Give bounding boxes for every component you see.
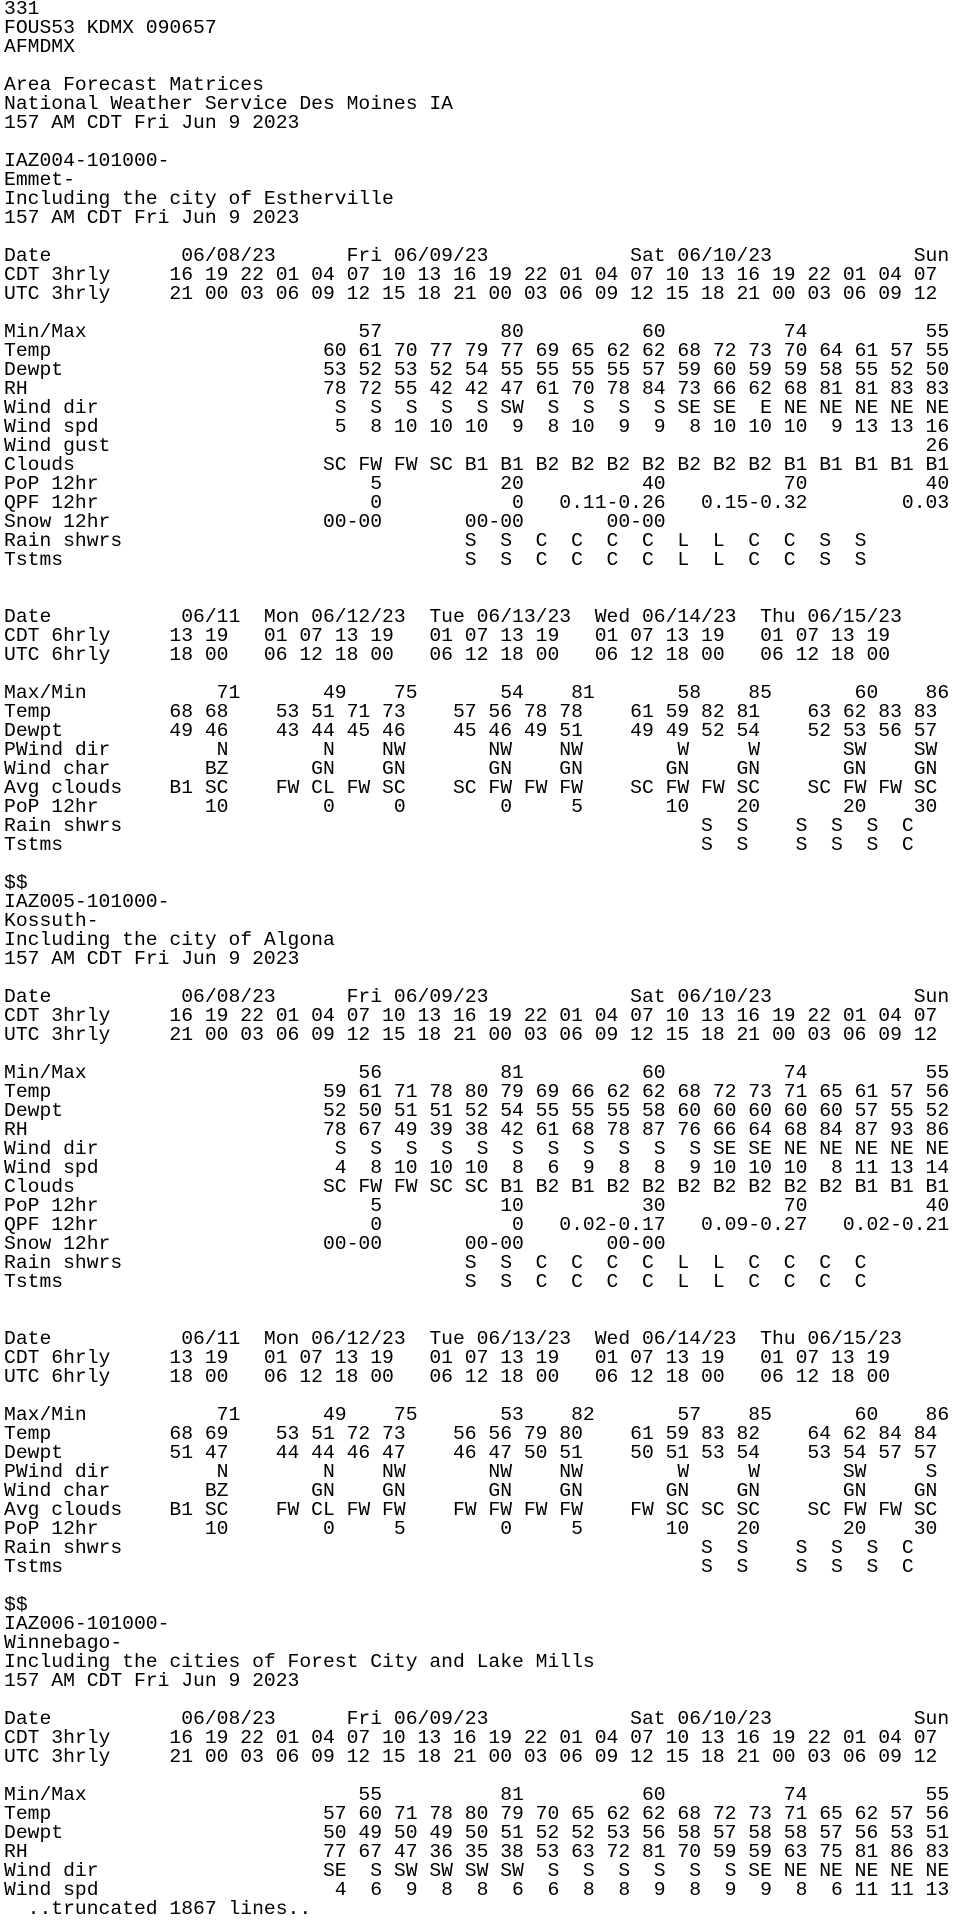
text-line: 157 AM CDT Fri Jun 9 2023	[4, 948, 300, 970]
text-line: Tstms S S S S S C	[4, 1556, 914, 1578]
text-line: UTC 3hrly 21 00 03 06 09 12 15 18 21 00 03 06 09 12 15 18 21 00 03 06 09 12	[4, 1746, 938, 1768]
text-line: RH 78 67 49 39 38 42 61 68 78 87 76 66 64 68 84 87 93 86	[4, 1119, 950, 1141]
text-line: Date 06/08/23 Fri 06/09/23 Sat 06/10/23 Sun	[4, 245, 950, 267]
text-line: QPF 12hr 0 0 0.02-0.17 0.09-0.27 0.02-0.21	[4, 1214, 950, 1236]
text-line: Date 06/11 Mon 06/12/23 Tue 06/13/23 Wed 06/14/23 Thu 06/15/23	[4, 606, 902, 628]
text-line: Temp 57 60 71 78 80 79 70 65 62 62 68 72 73 71 65 62 57 56	[4, 1803, 950, 1825]
text-line: Temp 60 61 70 77 79 77 69 65 62 62 68 72 73 70 64 61 57 55	[4, 340, 950, 362]
text-line: Min/Max 55 81 60 74 55	[4, 1784, 950, 1806]
text-line: Clouds SC FW FW SC SC B1 B2 B1 B2 B2 B2 B2 B2 B2 B2 B1 B1 B1	[4, 1176, 950, 1198]
text-line	[4, 1577, 949, 1596]
text-line: UTC 3hrly 21 00 03 06 09 12 15 18 21 00 03 06 09 12 15 18 21 00 03 06 09 12	[4, 1024, 938, 1046]
text-line: PoP 12hr 5 10 30 70 40	[4, 1195, 950, 1217]
text-line: Wind gust 26	[4, 435, 950, 457]
text-line: RH 77 67 47 36 35 38 53 63 72 81 70 59 59 63 75 81 86 83	[4, 1841, 950, 1863]
text-line: Rain shwrs S S C C C C L L C C S S	[4, 530, 867, 552]
text-line: Date 06/11 Mon 06/12/23 Tue 06/13/23 Wed 06/14/23 Thu 06/15/23	[4, 1328, 902, 1350]
text-line: Avg clouds B1 SC FW CL FW FW FW FW FW FW FW SC SC SC SC FW FW SC	[4, 1499, 938, 1521]
text-line: FOUS53 KDMX 090657	[4, 17, 217, 39]
text-line: UTC 3hrly 21 00 03 06 09 12 15 18 21 00 03 06 09 12 15 18 21 00 03 06 09 12	[4, 283, 938, 305]
text-line: Rain shwrs S S C C C C L L C C C C	[4, 1252, 867, 1274]
text-line: Tstms S S S S S C	[4, 834, 914, 856]
text-line: Temp 59 61 71 78 80 79 69 66 62 62 68 72 73 71 65 61 57 56	[4, 1081, 950, 1103]
text-line: CDT 6hrly 13 19 01 07 13 19 01 07 13 19 01 07 13 19 01 07 13 19	[4, 1347, 891, 1369]
text-line: PWind dir N N NW NW NW W W SW SW	[4, 739, 938, 761]
text-line: Tstms S S C C C C L L C C S S	[4, 549, 867, 571]
forecast-text-document	[4, 0, 949, 1919]
text-line: Temp 68 69 53 51 72 73 56 56 79 80 61 59 83 82 64 62 84 84	[4, 1423, 938, 1445]
text-line: RH 78 72 55 42 42 47 61 70 78 84 73 66 62 68 81 81 83 83	[4, 378, 950, 400]
text-line: UTC 6hrly 18 00 06 12 18 00 06 12 18 00 06 12 18 00 06 12 18 00	[4, 1366, 891, 1388]
text-line: CDT 3hrly 16 19 22 01 04 07 10 13 16 19 22 01 04 07 10 13 16 19 22 01 04 07	[4, 1005, 938, 1027]
text-line: PoP 12hr 5 20 40 70 40	[4, 473, 950, 495]
text-line: 157 AM CDT Fri Jun 9 2023	[4, 1670, 300, 1692]
text-line: Dewpt 49 46 43 44 45 46 45 46 49 51 49 49 52 54 52 53 56 57	[4, 720, 938, 742]
text-line: Including the city of Algona	[4, 929, 335, 951]
text-line: Snow 12hr 00-00 00-00 00-00	[4, 511, 666, 533]
text-line: 157 AM CDT Fri Jun 9 2023	[4, 112, 300, 134]
text-line: $$	[4, 1594, 28, 1616]
text-line: Snow 12hr 00-00 00-00 00-00	[4, 1233, 666, 1255]
text-line: Wind dir S S S S S S S S S S S SE SE NE NE NE NE NE	[4, 1138, 950, 1160]
text-line: Wind char BZ GN GN GN GN GN GN GN GN	[4, 1480, 938, 1502]
text-line: Rain shwrs S S S S S C	[4, 815, 914, 837]
text-line: Rain shwrs S S S S S C	[4, 1537, 914, 1559]
text-line: Date 06/08/23 Fri 06/09/23 Sat 06/10/23 Sun	[4, 986, 950, 1008]
text-line: Wind spd 4 6 9 8 8 6 6 8 8 9 8 9 9 8 6 11 11 13	[4, 1879, 950, 1901]
text-line: Wind spd 4 8 10 10 10 8 6 9 8 8 9 10 10 10 8 11 13 14	[4, 1157, 950, 1179]
text-line: PoP 12hr 10 0 5 0 5 10 20 20 30	[4, 1518, 938, 1540]
text-line: Dewpt 53 52 53 52 54 55 55 55 55 57 59 60 59 59 58 55 52 50	[4, 359, 950, 381]
text-line: Min/Max 56 81 60 74 55	[4, 1062, 950, 1084]
text-line: IAZ005-101000-	[4, 891, 170, 913]
text-line: Wind dir SE S SW SW SW SW S S S S S S SE NE NE NE NE NE	[4, 1860, 950, 1882]
text-line: 331	[4, 0, 40, 20]
text-line: Wind spd 5 8 10 10 10 9 8 10 9 9 8 10 10 10 9 13 13 16	[4, 416, 950, 438]
text-line: Kossuth-	[4, 910, 99, 932]
text-line: Including the city of Estherville	[4, 188, 394, 210]
text-line	[4, 570, 949, 589]
text-line: CDT 6hrly 13 19 01 07 13 19 01 07 13 19 01 07 13 19 01 07 13 19	[4, 625, 891, 647]
text-line: Tstms S S C C C C L L C C C C	[4, 1271, 867, 1293]
text-line: Emmet-	[4, 169, 75, 191]
text-line: Dewpt 51 47 44 44 46 47 46 47 50 51 50 51 53 54 53 54 57 57	[4, 1442, 938, 1464]
text-line: Max/Min 71 49 75 53 82 57 85 60 86	[4, 1404, 950, 1426]
text-line: QPF 12hr 0 0 0.11-0.26 0.15-0.32 0.03	[4, 492, 950, 514]
text-line: CDT 3hrly 16 19 22 01 04 07 10 13 16 19 22 01 04 07 10 13 16 19 22 01 04 07	[4, 1727, 938, 1749]
text-line	[4, 1292, 949, 1311]
text-line: PWind dir N N NW NW NW W W SW S	[4, 1461, 938, 1483]
text-line: AFMDMX	[4, 36, 75, 58]
text-line: Max/Min 71 49 75 54 81 58 85 60 86	[4, 682, 950, 704]
text-line: ..truncated 1867 lines..	[4, 1898, 312, 1920]
text-line: Temp 68 68 53 51 71 73 57 56 78 78 61 59 82 81 63 62 83 83	[4, 701, 938, 723]
text-line: Dewpt 50 49 50 49 50 51 52 52 53 56 58 57 58 58 57 56 53 51	[4, 1822, 950, 1844]
text-line: IAZ006-101000-	[4, 1613, 170, 1635]
text-line: Wind dir S S S S S SW S S S S SE SE E NE NE NE NE NE	[4, 397, 950, 419]
text-line	[4, 855, 949, 874]
text-line: Avg clouds B1 SC FW CL FW SC SC FW FW FW SC FW FW SC SC FW FW SC	[4, 777, 938, 799]
text-line: $$	[4, 872, 28, 894]
text-line: Wind char BZ GN GN GN GN GN GN GN GN	[4, 758, 938, 780]
text-line: Date 06/08/23 Fri 06/09/23 Sat 06/10/23 Sun	[4, 1708, 950, 1730]
text-line: Area Forecast Matrices	[4, 74, 264, 96]
text-line: Winnebago-	[4, 1632, 123, 1654]
text-line: IAZ004-101000-	[4, 150, 170, 172]
text-line: 157 AM CDT Fri Jun 9 2023	[4, 207, 300, 229]
text-line: Min/Max 57 80 60 74 55	[4, 321, 950, 343]
text-line: Clouds SC FW FW SC B1 B1 B2 B2 B2 B2 B2 B2 B2 B1 B1 B1 B1 B1	[4, 454, 950, 476]
text-line: Dewpt 52 50 51 51 52 54 55 55 55 58 60 60 60 60 60 57 55 52	[4, 1100, 950, 1122]
text-line: UTC 6hrly 18 00 06 12 18 00 06 12 18 00 06 12 18 00 06 12 18 00	[4, 644, 891, 666]
text-line: PoP 12hr 10 0 0 0 5 10 20 20 30	[4, 796, 938, 818]
text-line: Including the cities of Forest City and Lake Mills	[4, 1651, 595, 1673]
text-line: CDT 3hrly 16 19 22 01 04 07 10 13 16 19 22 01 04 07 10 13 16 19 22 01 04 07	[4, 264, 938, 286]
text-line: National Weather Service Des Moines IA	[4, 93, 453, 115]
